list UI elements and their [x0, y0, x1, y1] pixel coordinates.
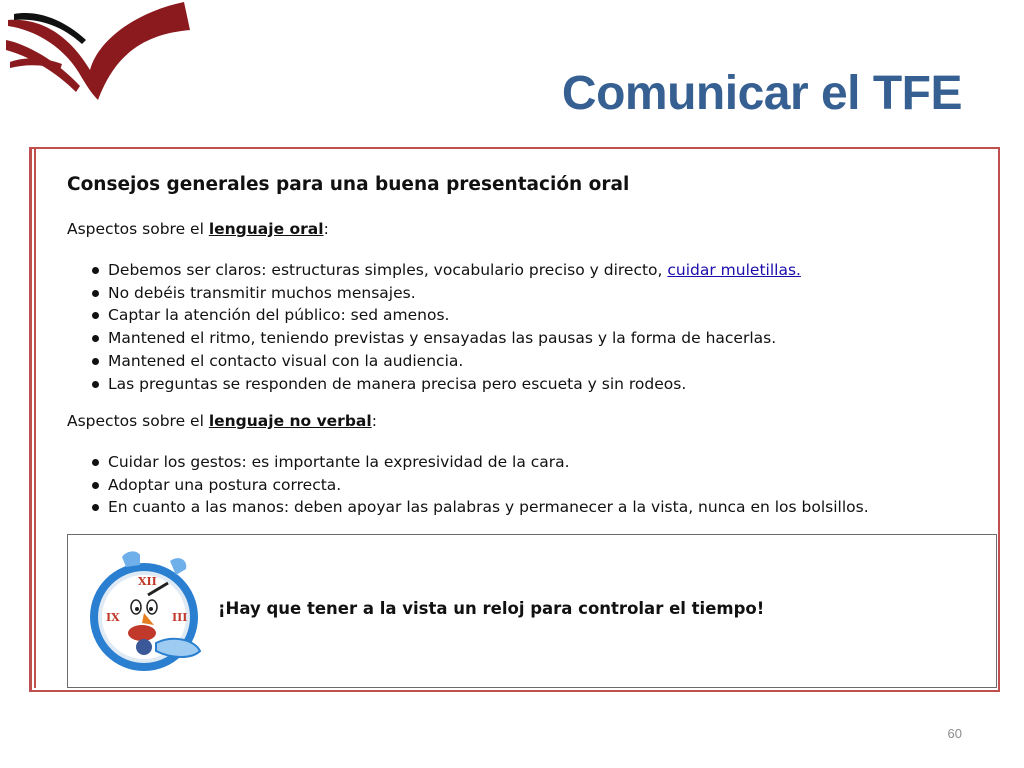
list-item [88, 282, 801, 305]
list-item-text: Debemos ser claros: estructuras simples, vocabulario preciso y directo, [108, 261, 668, 279]
list-item-text: No debéis transmitir muchos mensajes. [108, 283, 416, 302]
bullet-icon [92, 482, 99, 489]
oral-intro-emphasis: lenguaje oral [208, 220, 324, 238]
bullet-icon [92, 290, 99, 297]
nonverbal-tips-list [88, 451, 869, 519]
oral-section-intro [67, 220, 329, 238]
list-item [88, 451, 869, 474]
clock-tip-text: ¡Hay que tener a la vista un reloj para controlar el tiempo! [218, 599, 765, 618]
oral-intro-prefix: Aspectos sobre el [67, 220, 209, 238]
clock-numeral-iii: III [172, 611, 188, 624]
nonverbal-intro-emphasis: lenguaje no verbal [208, 412, 372, 430]
bullet-icon [92, 358, 99, 365]
oral-intro-suffix: : [323, 220, 329, 238]
clock-icon [82, 547, 212, 675]
list-item [88, 259, 801, 282]
bullet-icon [92, 335, 99, 342]
list-item [88, 350, 801, 373]
list-item [88, 474, 869, 497]
bullet-icon [92, 381, 99, 388]
cuidar-muletillas-link[interactable]: cuidar muletillas. [667, 261, 801, 279]
list-item-text: Mantened el contacto visual con la audiencia. [108, 351, 464, 370]
institution-logo [6, 0, 192, 108]
frame-inner-line [34, 149, 36, 688]
page-number: 60 [947, 726, 962, 741]
list-item [88, 304, 801, 327]
slide-title: Comunicar el TFE [561, 67, 962, 120]
bullet-icon [92, 504, 99, 511]
bullet-icon [92, 459, 99, 466]
list-item-text: En cuanto a las manos: deben apoyar las palabras y permanecer a la vista, nunca en los bolsillos. [108, 498, 869, 517]
clock-tip-box [67, 534, 997, 688]
list-item [88, 327, 801, 350]
clock-numeral-ix: IX [106, 611, 120, 624]
oral-tips-list [88, 259, 801, 395]
nonverbal-section-intro [67, 412, 377, 430]
list-item-text: Cuidar los gestos: es importante la expresividad de la cara. [108, 453, 570, 471]
bullet-icon [92, 312, 99, 319]
clock-numeral-xii: XII [138, 575, 157, 588]
list-item-text: Mantened el ritmo, teniendo previstas y ensayadas las pausas y la forma de hacerlas. [108, 329, 777, 348]
list-item-text: Adoptar una postura correcta. [108, 475, 342, 494]
list-item [88, 496, 869, 519]
nonverbal-intro-prefix: Aspectos sobre el [67, 412, 209, 430]
list-item-text: Captar la atención del público: sed amenos. [108, 306, 450, 325]
list-item-text: Las preguntas se responden de manera precisa pero escueta y sin rodeos. [108, 374, 687, 393]
panel-heading: Consejos generales para una buena presentación oral [67, 174, 630, 195]
list-item [88, 373, 801, 396]
bullet-icon [92, 267, 99, 274]
nonverbal-intro-suffix: : [371, 412, 377, 430]
